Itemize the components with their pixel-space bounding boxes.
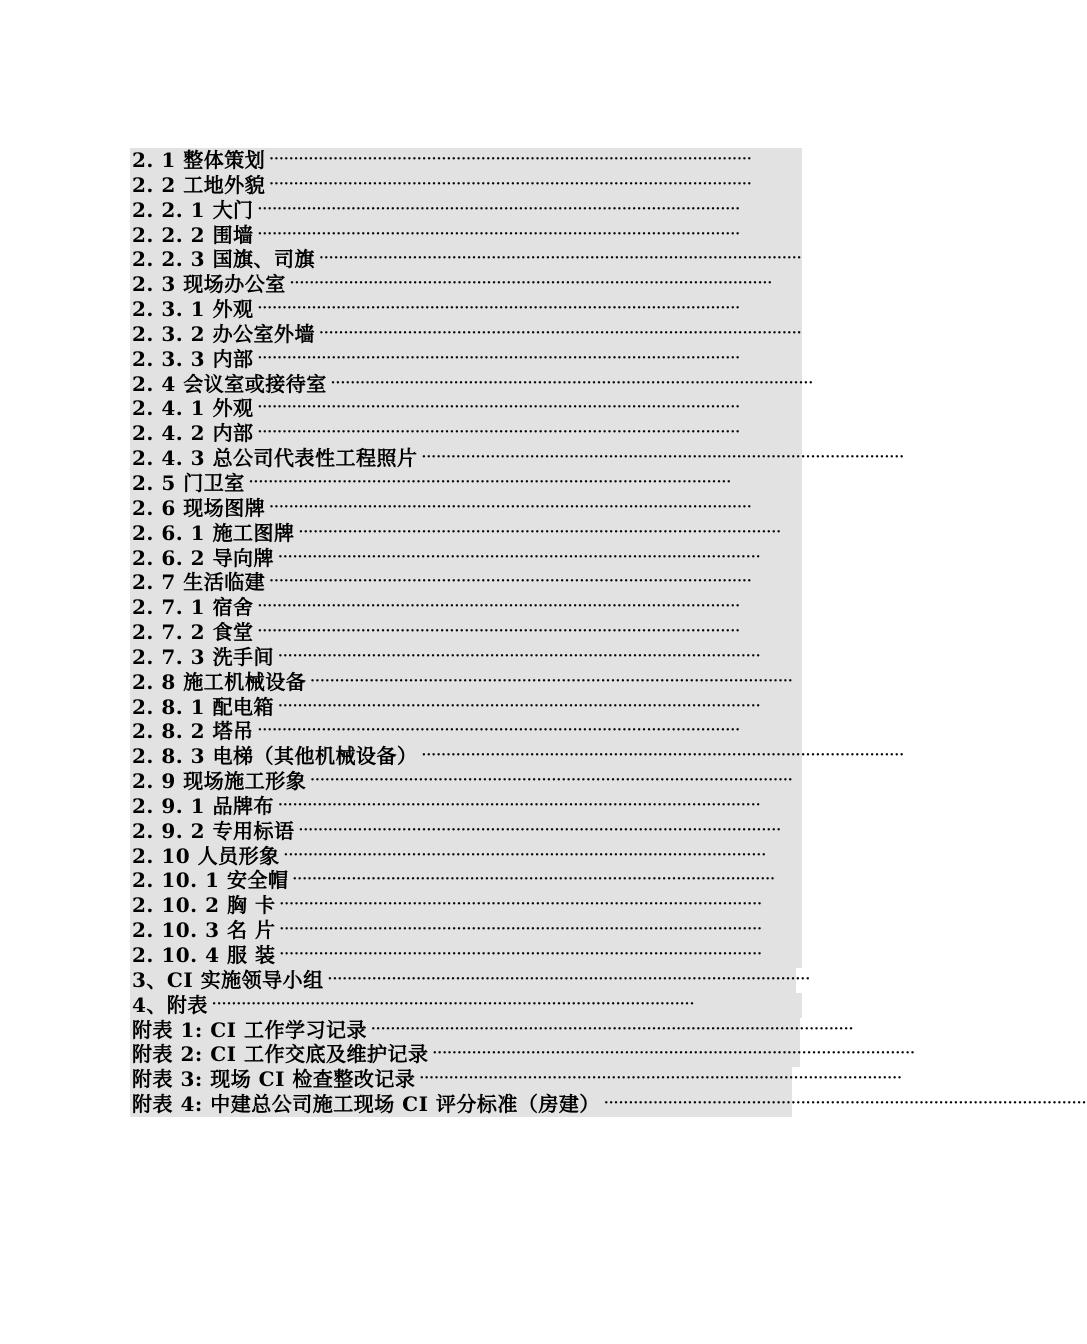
toc-leader-dots: ·································································································· (257, 723, 741, 739)
toc-entry (130, 993, 802, 1018)
toc-leader-dots: ·································································································· (248, 474, 732, 490)
toc-leader-dots: ·································································································· (257, 301, 741, 317)
toc-entry-text: 2. 10. 4 服 装 (132, 943, 276, 967)
toc-leader-dots: ·································································································· (211, 996, 695, 1012)
toc-entry (130, 695, 802, 720)
toc-entry-text: 2. 6. 1 施工图牌 (132, 520, 295, 545)
toc-entry-text: 2. 3. 1 外观 (132, 297, 254, 322)
toc-leader-dots: ·································································································· (257, 350, 741, 366)
toc-entry-text: 附表 3: 现场 CI 检查整改记录 (132, 1067, 416, 1092)
toc-entry-text: 3、CI 实施领导小组 (132, 967, 324, 992)
toc-entry (130, 173, 802, 198)
toc-leader-dots: ·································································································· (257, 201, 741, 217)
toc-entry (130, 744, 905, 769)
toc-entry (130, 198, 802, 223)
toc-leader-dots: ·································································································· (279, 947, 763, 962)
toc-entry-text: 2. 2. 2 围墙 (132, 222, 254, 247)
toc-entry (130, 546, 802, 571)
toc-leader-dots: ·································································································· (298, 822, 782, 838)
toc-leader-dots: ·································································································· (327, 971, 811, 987)
toc-leader-dots: ·································································································· (269, 176, 752, 192)
toc-entry-text: 2. 4 会议室或接待室 (132, 371, 327, 396)
toc-entry (130, 794, 802, 819)
toc-entry-text: 2. 3. 3 内部 (132, 346, 254, 371)
toc-entry (130, 819, 802, 844)
toc-entry (130, 396, 802, 421)
toc-leader-dots: ·································································································· (278, 797, 761, 813)
toc-entry (130, 496, 802, 521)
toc-entry-text: 2. 8. 2 塔吊 (132, 719, 254, 744)
toc-leader-dots: ·································································································· (283, 847, 767, 863)
toc-entry-text: 2. 8. 1 配电箱 (132, 694, 275, 719)
toc-leader-dots: ·································································································· (279, 897, 763, 913)
toc-entry (130, 1042, 916, 1067)
toc-leader-dots: ·································································································· (421, 748, 905, 764)
toc-entry-text: 2. 4. 2 内部 (132, 421, 254, 446)
toc-entry (130, 347, 802, 372)
toc-leader-dots: ·································································································· (269, 152, 752, 167)
toc-leader-dots: ·································································································· (257, 425, 741, 441)
toc-entry-text: 2. 1 整体策划 (132, 148, 266, 172)
toc-entry-text: 2. 5 门卫室 (132, 470, 245, 495)
toc-entry (130, 769, 802, 794)
toc-leader-dots: ·································································································· (269, 499, 752, 515)
toc-entry-text: 2. 9. 1 品牌布 (132, 793, 275, 818)
toc-entry (130, 371, 814, 397)
toc-entry-text: 2. 4. 3 总公司代表性工程照片 (132, 446, 418, 471)
toc-leader-dots: ·································································································· (257, 226, 741, 242)
toc-leader-dots: ·································································································· (310, 673, 793, 689)
table-of-contents (130, 148, 1087, 1117)
toc-leader-dots: ·································································································· (278, 698, 761, 714)
toc-entry-text: 附表 4: 中建总公司施工现场 CI 评分标准（房建） (132, 1092, 600, 1117)
toc-entry-text: 2. 3 现场办公室 (132, 272, 286, 297)
toc-leader-dots: ·································································································· (257, 624, 741, 640)
toc-entry (130, 1017, 854, 1043)
toc-entry (130, 1092, 1087, 1117)
toc-entry (130, 421, 802, 446)
toc-entry-text: 2. 7. 2 食堂 (132, 620, 254, 645)
toc-leader-dots: ·································································································· (421, 450, 905, 466)
toc-leader-dots: ·································································································· (319, 251, 802, 267)
toc-entry (130, 148, 802, 173)
toc-entry-text: 2. 10. 1 安全帽 (132, 868, 289, 893)
toc-entry (130, 620, 802, 645)
toc-entry (130, 322, 802, 347)
toc-entry-text: 附表 2: CI 工作交底及维护记录 (132, 1042, 429, 1067)
toc-leader-dots: ·································································································· (289, 276, 773, 292)
toc-leader-dots: ·································································································· (330, 375, 814, 391)
toc-entry (130, 967, 811, 993)
toc-entry (130, 844, 802, 869)
toc-entry (130, 247, 802, 272)
toc-entry-text: 2. 2 工地外貌 (132, 172, 266, 197)
toc-leader-dots: ·································································································· (603, 1096, 1087, 1112)
toc-entry-text: 2. 9 现场施工形象 (132, 769, 307, 794)
toc-entry (130, 471, 802, 496)
toc-entry (130, 595, 802, 620)
toc-leader-dots: ·································································································· (279, 922, 763, 938)
toc-leader-dots: ·································································································· (257, 400, 741, 416)
toc-leader-dots: ·································································································· (370, 1021, 854, 1037)
toc-leader-dots: ·································································································· (432, 1046, 916, 1062)
toc-leader-dots: ·································································································· (292, 872, 776, 888)
toc-leader-dots: ·································································································· (319, 325, 802, 341)
toc-entry-text: 2. 10. 2 胸 卡 (132, 893, 276, 918)
toc-entry (130, 570, 802, 595)
toc-entry (130, 223, 802, 248)
toc-entry-text: 2. 7. 1 宿舍 (132, 595, 254, 620)
toc-entry (130, 521, 802, 546)
toc-entry (130, 868, 802, 893)
toc-entry (130, 297, 802, 322)
toc-entry (130, 446, 905, 471)
toc-leader-dots: ·································································································· (310, 773, 793, 789)
toc-entry-text: 2. 7. 3 洗手间 (132, 644, 275, 669)
toc-entry (130, 1067, 903, 1092)
toc-entry-text: 2. 10. 3 名 片 (132, 918, 276, 943)
toc-entry (130, 645, 802, 670)
toc-entry-text: 2. 9. 2 专用标语 (132, 818, 295, 843)
toc-entry-text: 2. 2. 1 大门 (132, 197, 254, 222)
toc-entry-text: 2. 10 人员形象 (132, 843, 280, 868)
toc-leader-dots: ·································································································· (257, 599, 741, 615)
toc-leader-dots: ·································································································· (278, 549, 761, 565)
toc-entry-text: 2. 3. 2 办公室外墙 (132, 321, 316, 346)
toc-entry (130, 918, 802, 943)
toc-entry (130, 893, 802, 918)
toc-leader-dots: ·································································································· (269, 574, 752, 590)
toc-leader-dots: ·································································································· (298, 524, 782, 540)
toc-entry-text: 2. 7 生活临建 (132, 570, 266, 595)
toc-entry-text: 2. 6. 2 导向牌 (132, 545, 275, 570)
toc-entry-text: 2. 4. 1 外观 (132, 396, 254, 421)
toc-entry-text: 附表 1: CI 工作学习记录 (132, 1017, 367, 1042)
toc-leader-dots: ·································································································· (419, 1071, 903, 1087)
toc-entry (130, 719, 802, 744)
toc-entry (130, 943, 802, 968)
toc-entry-text: 2. 8 施工机械设备 (132, 669, 307, 694)
toc-entry (130, 272, 802, 297)
toc-entry (130, 670, 802, 695)
toc-entry-text: 2. 8. 3 电梯（其他机械设备） (132, 744, 418, 769)
toc-entry-text: 2. 2. 3 国旗、司旗 (132, 247, 316, 272)
toc-leader-dots: ·································································································· (278, 648, 761, 664)
toc-entry-text: 2. 6 现场图牌 (132, 495, 266, 520)
toc-entry-text: 4、附表 (132, 992, 208, 1017)
